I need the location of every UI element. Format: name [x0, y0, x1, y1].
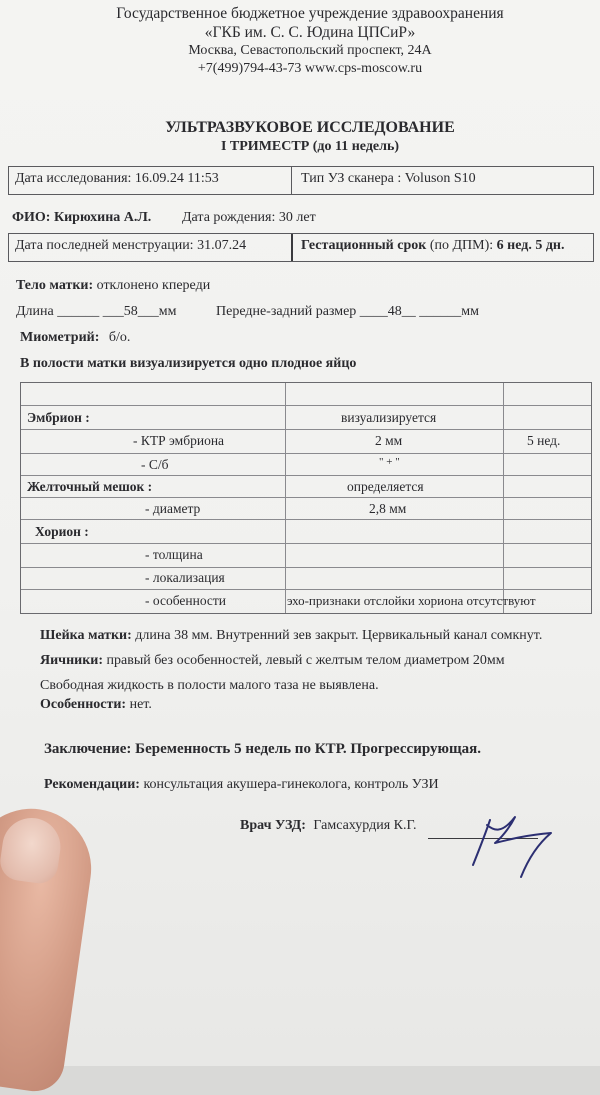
table-column-rule — [503, 383, 504, 613]
gestation-term-label: Гестационный срок — [301, 238, 427, 253]
features-label: Особенности: — [40, 697, 127, 712]
yolk-diameter-value: 2,8 мм — [369, 501, 407, 516]
gestation-term — [301, 238, 564, 254]
myometrium-line — [20, 330, 130, 346]
clinic-short-name: «ГКБ им. С. С. Юдина ЦПСиР» — [204, 24, 416, 41]
heartbeat-value: " + " — [379, 456, 400, 468]
ovaries-label: Яичники: — [40, 653, 103, 668]
cervix-line — [40, 628, 542, 644]
cervix-value: длина 38 мм. Внутренний зев закрыт. Цервикальный канал сомкнут. — [135, 628, 543, 643]
yolk-sac-value: определяется — [347, 479, 424, 494]
embryo-value: визуализируется — [341, 410, 437, 425]
last-menstruation-date: Дата последней менструации: 31.07.24 — [15, 238, 247, 253]
doctor-signature — [455, 795, 575, 890]
gestation-term-basis: (по ДПМ): — [429, 238, 494, 253]
uterus-length: Длина ______ ___58___мм — [16, 304, 177, 319]
chorion-features-value: эхо-признаки отслойки хориона отсутствуют — [287, 593, 536, 608]
uterus-ap-size: Передне-задний размер ____48__ ______мм — [216, 304, 480, 319]
exam-date: Дата исследования: 16.09.24 11:53 — [15, 171, 219, 186]
yolk-sac-label: Желточный мешок : — [27, 479, 153, 494]
yolk-diameter-label: - диаметр — [145, 501, 201, 516]
clinic-name: Государственное бюджетное учреждение здравоохранения — [116, 5, 504, 22]
doctor-line — [240, 818, 417, 834]
gestation-row — [8, 233, 594, 262]
table-column-rule — [285, 383, 286, 613]
doctor-label: Врач УЗД: — [240, 818, 306, 833]
clinic-address: Москва, Севастопольский проспект, 24А — [188, 43, 432, 58]
scanner-type: Тип УЗ сканера : Voluson S10 — [301, 171, 476, 186]
recommendations-value: консультация акушера-гинеколога, контроль УЗИ — [143, 777, 439, 792]
table-rule — [21, 519, 591, 520]
recommendations-line — [44, 777, 439, 793]
table-rule — [21, 589, 591, 590]
uterine-cavity-note: В полости матки визуализируется одно плодное яйцо — [20, 356, 357, 371]
ktr-value: 2 мм — [375, 433, 403, 448]
ktr-weeks: 5 нед. — [527, 433, 561, 448]
uterus-body-value: отклонено кпереди — [96, 278, 211, 293]
gestation-divider — [291, 234, 293, 261]
uterus-body-line — [16, 278, 210, 294]
table-rule — [21, 429, 591, 430]
table-rule — [21, 497, 591, 498]
clinic-contacts: +7(499)794-43-73 www.cps-moscow.ru — [197, 61, 423, 76]
table-rule — [21, 475, 591, 476]
heartbeat-label: - С/б — [141, 457, 169, 472]
chorion-thickness-label: - толщина — [145, 547, 203, 562]
conclusion-label: Заключение: — [44, 741, 132, 757]
report-title-main: УЛЬТРАЗВУКОВОЕ ИССЛЕДОВАНИЕ — [165, 119, 455, 136]
embryo-label: Эмбрион : — [27, 410, 90, 425]
ktr-label: - КТР эмбриона — [133, 433, 225, 448]
patient-age: Дата рождения: 30 лет — [182, 210, 316, 225]
ovaries-line — [40, 653, 505, 669]
report-title-sub: I ТРИМЕСТР (до 11 недель) — [220, 139, 400, 154]
embryo-table — [20, 382, 592, 614]
table-rule — [21, 543, 591, 544]
recommendations-label: Рекомендации: — [44, 777, 140, 792]
doctor-name: Гамсахурдия К.Г. — [313, 818, 417, 833]
patient-name: ФИО: Кирюхина А.Л. — [12, 210, 152, 225]
features-value: нет. — [129, 697, 152, 712]
chorion-location-label: - локализация — [145, 570, 225, 585]
table-rule — [21, 405, 591, 406]
free-fluid-note: Свободная жидкость в полости малого таза не выявлена. — [40, 678, 379, 693]
conclusion-value: Беременность 5 недель по КТР. Прогрессирующая. — [135, 741, 481, 757]
exam-info-divider — [291, 167, 292, 194]
report-title — [120, 118, 500, 156]
ovaries-value: правый без особенностей, левый с желтым телом диаметром 20мм — [106, 653, 505, 668]
features-line — [40, 697, 152, 713]
exam-info-row — [8, 166, 594, 195]
gestation-term-value: 6 нед. 5 дн. — [496, 238, 565, 253]
conclusion-line — [44, 741, 481, 758]
uterus-body-label: Тело матки: — [16, 278, 94, 293]
clinic-header — [90, 4, 530, 78]
chorion-features-label: - особенности — [145, 593, 227, 608]
cervix-label: Шейка матки: — [40, 628, 132, 643]
table-rule — [21, 567, 591, 568]
chorion-label: Хорион : — [35, 524, 89, 539]
table-rule — [21, 453, 591, 454]
myometrium-value: б/о. — [108, 330, 131, 345]
myometrium-label: Миометрий: — [20, 330, 100, 345]
